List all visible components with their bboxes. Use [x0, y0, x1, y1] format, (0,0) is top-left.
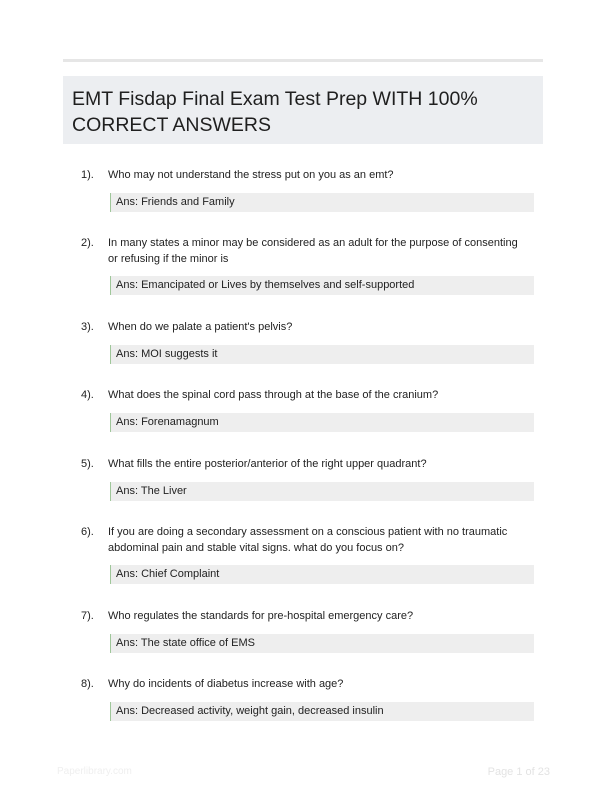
answer-box: Ans: The Liver: [110, 482, 534, 501]
question-number: 5).: [81, 458, 94, 470]
question-number: 8).: [81, 678, 94, 690]
answer-box: Ans: Emancipated or Lives by themselves and self-supported: [110, 276, 534, 295]
question-text: Who regulates the standards for pre-hospital emergency care?: [108, 610, 414, 622]
answer-box: Ans: Forenamagnum: [110, 413, 534, 432]
answer-box: Ans: Decreased activity, weight gain, decreased insulin: [110, 702, 534, 721]
question-text: What does the spinal cord pass through at the base of the cranium?: [108, 389, 439, 401]
question-text: In many states a minor may be considered as an adult for the purpose of consenting or refusing if the minor is: [108, 237, 518, 265]
question-text: What fills the entire posterior/anterior of the right upper quadrant?: [108, 458, 427, 470]
document-title: EMT Fisdap Final Exam Test Prep WITH 100% CORRECT ANSWERS: [72, 88, 478, 136]
question-number: 1).: [81, 169, 94, 181]
answer-box: Ans: MOI suggests it: [110, 345, 534, 364]
question-number: 6).: [81, 526, 94, 538]
answer-box: Ans: Friends and Family: [110, 193, 534, 212]
question-number: 2).: [81, 237, 94, 249]
question-number: 3).: [81, 321, 94, 333]
answer-box: Ans: The state office of EMS: [110, 634, 534, 653]
answer-box: Ans: Chief Complaint: [110, 565, 534, 584]
question-text: Who may not understand the stress put on you as an emt?: [108, 169, 394, 181]
footer-watermark: Paperlibrary.com: [57, 766, 132, 777]
question-number: 4).: [81, 389, 94, 401]
question-text: Why do incidents of diabetus increase with age?: [108, 678, 344, 690]
page-indicator: Page 1 of 23: [487, 766, 550, 778]
question-text: When do we palate a patient's pelvis?: [108, 321, 293, 333]
question-text: If you are doing a secondary assessment on a conscious patient with no traumatic abdominal pain and stable vital signs. what do you focus on?: [108, 526, 508, 554]
question-number: 7).: [81, 610, 94, 622]
